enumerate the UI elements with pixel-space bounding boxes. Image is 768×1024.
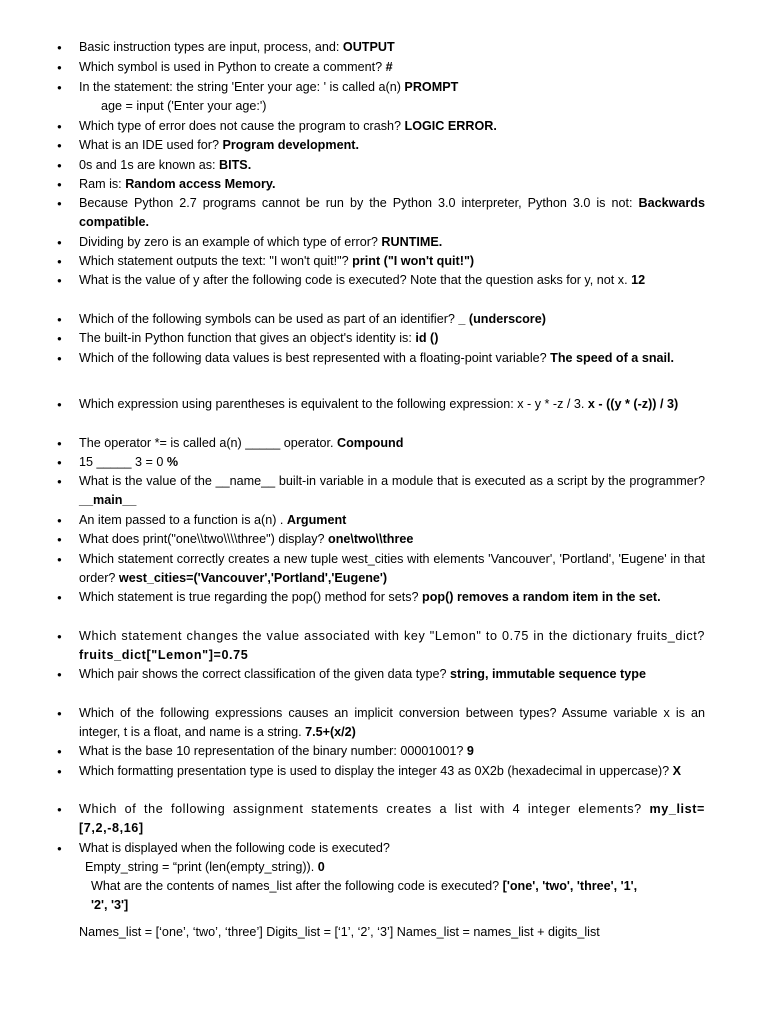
list-item: ● What is displayed when the following code is executed? [79, 839, 705, 858]
list-item: ● What is an IDE used for? Program development. [79, 136, 705, 155]
list-item: ● Which statement correctly creates a new tuple west_cities with elements 'Vancouver', 'Portland', 'Eugene' in that order? west_cities=('Vancouver','Portland','Eugene') [79, 550, 705, 589]
list-item: ● 15 _____ 3 = 0 % [79, 453, 705, 472]
code-line: Names_list = [‘one’, ‘two’, ‘three’] Digits_list = [‘1’, ‘2’, ‘3’] Names_list = names_list + digits_list [79, 925, 600, 939]
list-item: ● Which symbol is used in Python to create a comment? # [79, 58, 705, 77]
list-item: ● An item passed to a function is a(n) . Argument [79, 511, 705, 530]
list-item: ● 0s and 1s are known as: BITS. [79, 156, 705, 175]
code-line: Empty_string = “print (len(empty_string)). 0 [85, 860, 325, 874]
list-item: ● Which statement is true regarding the pop() method for sets? pop() removes a random item in the set. [79, 588, 705, 607]
list-item: ● Which expression using parentheses is equivalent to the following expression: x - y * -z / 3. x - ((y * (-z)) / 3) [79, 395, 705, 414]
list-item: ● The operator *= is called a(n) _____ operator. Compound [79, 434, 705, 453]
list-item: ● What is the base 10 representation of the binary number: 00001001? 9 [79, 742, 705, 761]
list-item: ● Dividing by zero is an example of which type of error? RUNTIME. [79, 233, 705, 252]
list-item: ● What is the value of y after the following code is executed? Note that the question asks for y, not x. 12 [79, 271, 705, 290]
list-item: ● Because Python 2.7 programs cannot be run by the Python 3.0 interpreter, Python 3.0 is not: Backwards compatible. [79, 194, 705, 233]
list-item: ● Which type of error does not cause the program to crash? LOGIC ERROR. [79, 117, 705, 136]
list-item: ● Which formatting presentation type is used to display the integer 43 as 0X2b (hexadecimal in uppercase)? X [79, 762, 705, 781]
list-item: ● Which of the following assignment statements creates a list with 4 integer elements? my_list=[7,2,-8,16] [79, 800, 705, 839]
list-item: ● Which statement outputs the text: "I won't quit!"? print ("I won't quit!") [79, 252, 705, 271]
list-item: ● What is the value of the __name__ built-in variable in a module that is executed as a script by the programmer? __main__ [79, 472, 705, 511]
list-item: ● Ram is: Random access Memory. [79, 175, 705, 194]
list-item: ● Which of the following symbols can be used as part of an identifier? _ (underscore) [79, 310, 705, 329]
question-text: What are the contents of names_list after the following code is executed? ['one', 'two', 'three', '1', '2', '3'] [91, 879, 638, 913]
list-item: ● Basic instruction types are input, process, and: OUTPUT [79, 38, 705, 57]
list-item: ● The built-in Python function that gives an object's identity is: id () [79, 329, 705, 348]
list-item: ● Which pair shows the correct classification of the given data type? string, immutable sequence type [79, 665, 705, 684]
code-line: age = input ('Enter your age:') [101, 99, 267, 113]
list-item: ● Which statement changes the value associated with key "Lemon" to 0.75 in the dictionary fruits_dict? fruits_dict["Lemon"]=0.75 [79, 627, 705, 666]
list-item: ● In the statement: the string 'Enter your age: ' is called a(n) PROMPT [79, 78, 705, 97]
list-item: ● What does print("one\\two\\\\three") display? one\two\\three [79, 530, 705, 549]
list-item: ● Which of the following data values is best represented with a floating-point variable? The speed of a snail. [79, 349, 705, 368]
list-item: ● Which of the following expressions causes an implicit conversion between types? Assume variable x is an integer, t is a float, and name is a string. 7.5+(x/2) [79, 704, 705, 743]
